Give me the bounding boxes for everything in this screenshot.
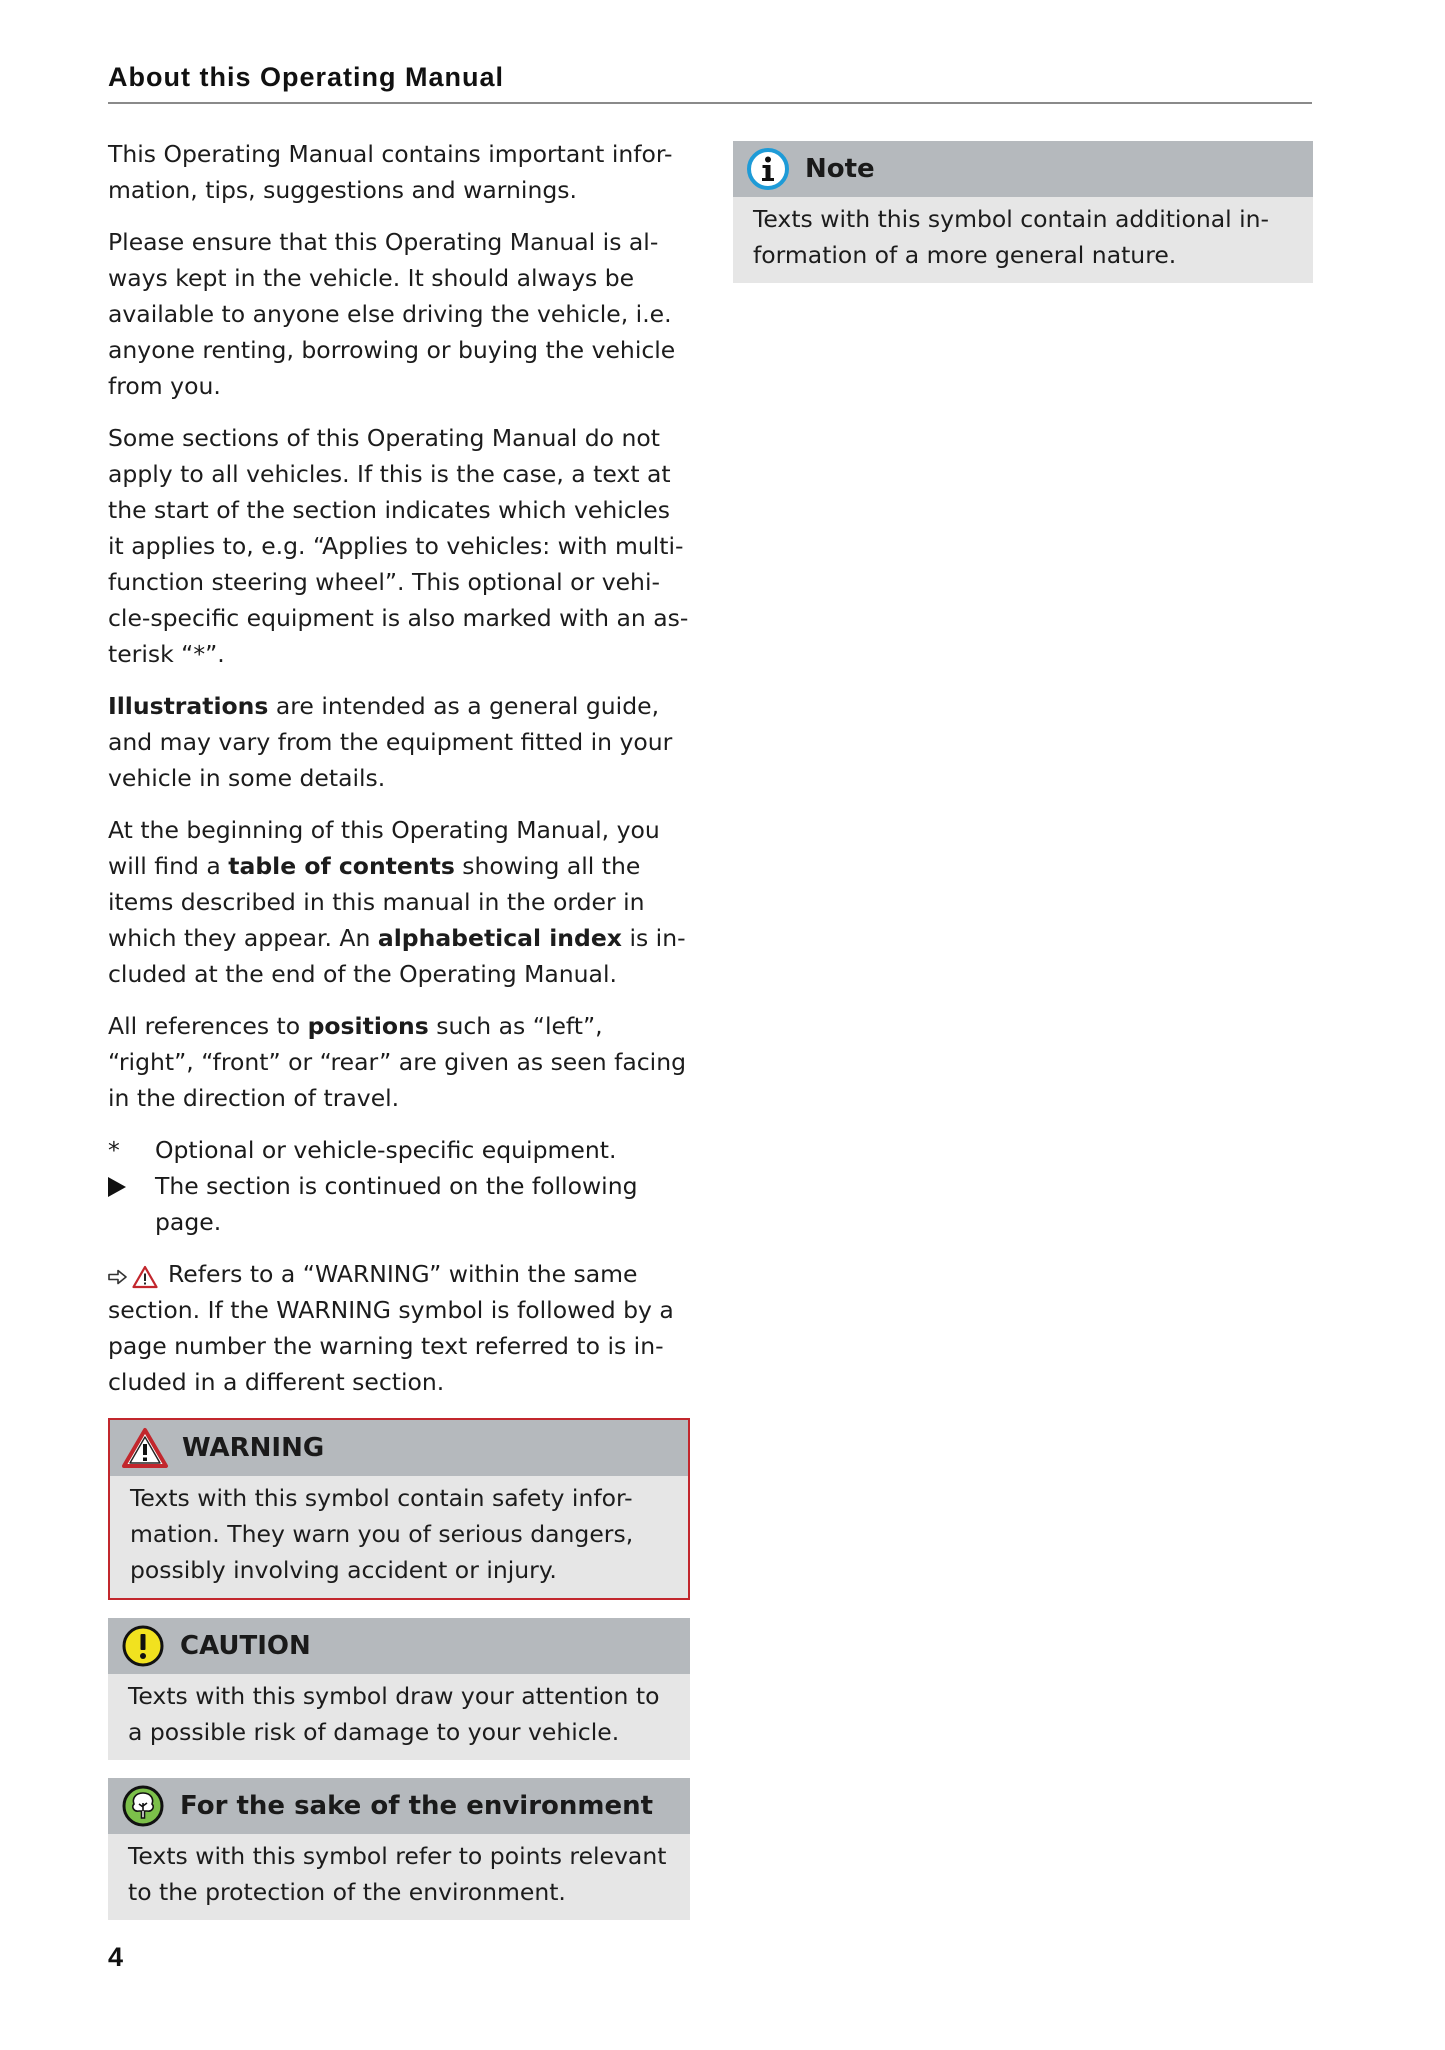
warning-reference-text: Refers to a “WARNING” within the same section. If the WARNING symbol is followed by a page number the warning text referred to is in-cluded in a different section. <box>108 1260 674 1396</box>
warning-box <box>108 1418 690 1600</box>
note-text: Texts with this symbol contain additional in-formation of a more general nature. <box>753 205 1270 269</box>
keep-in-vehicle-paragraph: Please ensure that this Operating Manual is al-ways kept in the vehicle. It should always be available to anyone else driving the vehicle, i.e. anyone renting, borrowing or buying the vehicle from you. <box>108 228 676 400</box>
optional-equipment-paragraph: Some sections of this Operating Manual do not apply to all vehicles. If this is the case, a text at the start of the section indicates which vehicles it applies to, e.g. “Applies to vehicles: with multi-function steering wheel”. This optional or vehi-cle-specific equipment is also marked with an as-terisk “*”. <box>108 424 689 668</box>
caution-exclamation-icon <box>121 1624 165 1668</box>
arrow-reference-icon <box>108 1269 128 1285</box>
intro-paragraph: This Operating Manual contains important infor-mation, tips, suggestions and warnings. <box>108 140 673 204</box>
caution-title: CAUTION <box>180 1631 311 1661</box>
illustrations-paragraph <box>108 688 690 796</box>
caution-box <box>108 1618 690 1760</box>
warning-reference-paragraph <box>108 1256 690 1400</box>
positions-term: positions <box>307 1012 429 1040</box>
legend-text-asterisk: Optional or vehicle-specific equipment. <box>155 1136 617 1164</box>
symbol-legend <box>108 1132 690 1240</box>
warning-triangle-small-icon <box>132 1265 158 1289</box>
positions-paragraph <box>108 1008 690 1116</box>
page-number: 4 <box>108 1942 124 1972</box>
table-of-contents-term: table of contents <box>228 852 455 880</box>
positions-text-2: such as “left”, “right”, “front” or “rear” are given as seen facing in the direction of travel. <box>108 1012 687 1112</box>
warning-text: Texts with this symbol contain safety infor-mation. They warn you of serious dangers, possibly involving accident or injury. <box>130 1484 634 1584</box>
note-title: Note <box>805 154 875 184</box>
tree-environment-icon <box>121 1784 165 1828</box>
info-icon <box>746 147 790 191</box>
positions-text-1: All references to <box>108 1012 308 1040</box>
running-header: About this Operating Manual <box>108 62 504 92</box>
environment-text: Texts with this symbol refer to points relevant to the protection of the environment. <box>128 1842 667 1906</box>
warning-triangle-icon <box>121 1427 169 1469</box>
illustrations-text: are intended as a general guide, and may vary from the equipment fitted in your vehicle in some details. <box>108 692 673 792</box>
contents-paragraph <box>108 812 690 992</box>
right-column <box>733 141 1313 283</box>
triangle-right-icon <box>108 1177 126 1197</box>
contents-text-3: is in-cluded at the end of the Operating Manual. <box>108 924 686 988</box>
environment-title: For the sake of the environment <box>180 1791 654 1821</box>
legend-item-asterisk <box>108 1132 690 1168</box>
left-column <box>108 136 690 1920</box>
legend-text-continued: The section is continued on the following page. <box>155 1172 638 1236</box>
legend-item-continued <box>108 1168 690 1240</box>
note-box <box>733 141 1313 283</box>
illustrations-term: Illustrations <box>108 692 269 720</box>
warning-title: WARNING <box>182 1433 325 1463</box>
contents-text-2: showing all the items described in this manual in the order in which they appear. An <box>108 852 645 952</box>
asterisk-symbol: * <box>108 1136 120 1164</box>
alphabetical-index-term: alphabetical index <box>377 924 622 952</box>
caution-text: Texts with this symbol draw your attention to a possible risk of damage to your vehicle. <box>128 1682 660 1746</box>
environment-box <box>108 1778 690 1920</box>
contents-text-1: At the beginning of this Operating Manual, you will find a <box>108 816 660 880</box>
header-divider <box>108 102 1312 104</box>
